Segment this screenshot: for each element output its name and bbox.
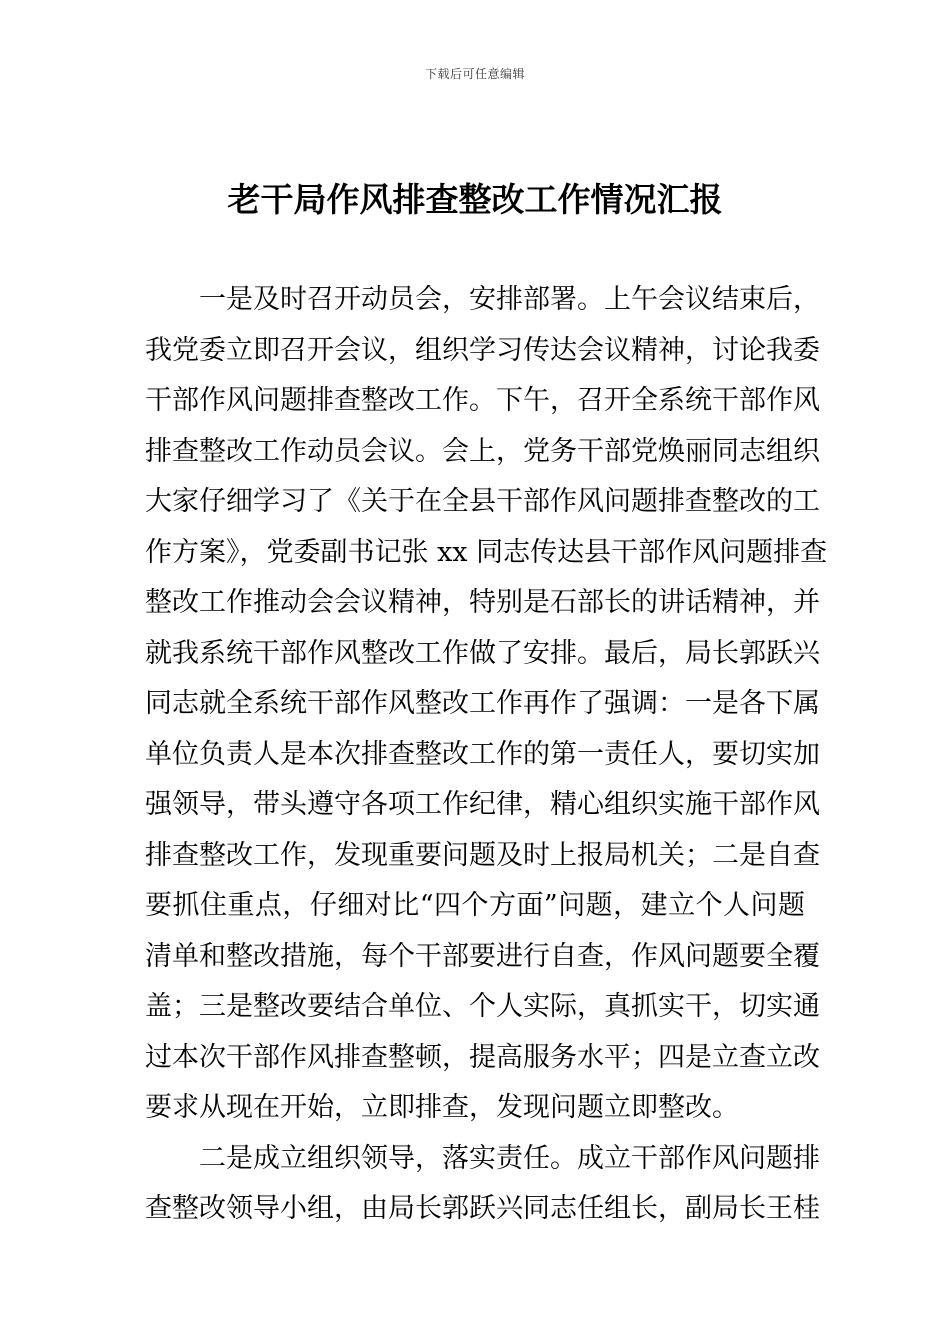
paragraph-line: 要抓住重点，仔细对比“四个方面”问题，建立个人问题 xyxy=(145,890,805,921)
paragraph-line: 同志就全系统干部作风整改工作再作了强调：一是各下属 xyxy=(145,688,820,719)
paragraph-line: 强领导，带头遵守各项工作纪律，精心组织实施干部作风 xyxy=(145,789,820,820)
paragraph-2 xyxy=(145,1134,820,1235)
page-header-note: 下载后可任意编辑 xyxy=(424,67,525,81)
paragraph-line: 排查整改工作，发现重要问题及时上报局机关；二是自查 xyxy=(145,839,820,871)
paragraph-line: 作方案》，党委副书记张 xx 同志传达县干部作风问题排查 xyxy=(145,536,828,568)
document-title: 老干局作风排查整改工作情况汇报 xyxy=(227,180,723,219)
paragraph-line: 盖；三是整改要结合单位、个人实际，真抓实干，切实通 xyxy=(145,991,820,1022)
paragraph-line: 清单和整改措施，每个干部要进行自查，作风问题要全覆 xyxy=(145,940,820,972)
paragraph-line: 一是及时召开动员会，安排部署。上午会议结束后， xyxy=(199,284,820,315)
paragraph-line: 单位负责人是本次排查整改工作的第一责任人，要切实加 xyxy=(145,738,820,770)
paragraph-line: 整改工作推动会会议精神，特别是石部长的讲话精神，并 xyxy=(145,587,820,618)
paragraph-line: 就我系统干部作风整改工作做了安排。最后，局长郭跃兴 xyxy=(145,637,820,669)
document-body xyxy=(145,275,828,1235)
paragraph-line: 大家仔细学习了《关于在全县干部作风问题排查整改的工 xyxy=(145,486,820,517)
paragraph-line: 过本次干部作风排查整顿，提高服务水平；四是立查立改 xyxy=(145,1041,820,1073)
paragraph-1 xyxy=(145,275,828,1134)
paragraph-line: 查整改领导小组，由局长郭跃兴同志任组长，副局长王桂 xyxy=(145,1193,820,1224)
paragraph-line: 干部作风问题排查整改工作。下午，召开全系统干部作风 xyxy=(145,385,820,416)
paragraph-line: 要求从现在开始，立即排查，发现问题立即整改。 xyxy=(145,1092,739,1123)
paragraph-line: 我党委立即召开会议，组织学习传达会议精神，讨论我委 xyxy=(145,334,820,366)
paragraph-line: 二是成立组织领导，落实责任。成立干部作风问题排 xyxy=(199,1142,820,1174)
paragraph-line: 排查整改工作动员会议。会上，党务干部党焕丽同志组织 xyxy=(145,435,820,467)
